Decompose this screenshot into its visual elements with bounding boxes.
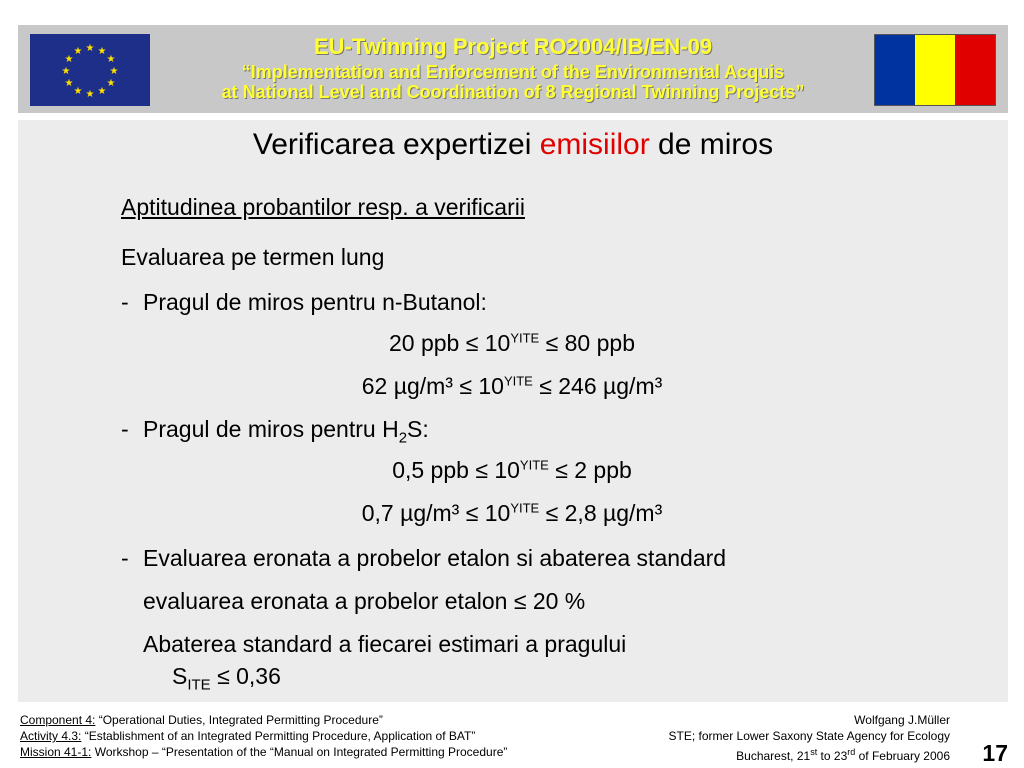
svg-text:★: ★: [64, 78, 74, 89]
evaluation-heading: Evaluarea pe termen lung: [121, 244, 385, 270]
bullet-standard-deviation: - Evaluarea eronata a probelor etalon si abaterea standard: [121, 545, 727, 571]
eu-flag-icon: [30, 34, 150, 106]
page-number: 17: [982, 740, 1008, 766]
svg-text:★: ★: [106, 78, 116, 89]
bullet-butanol: - Pragul de miros pentru n-Butanol:: [121, 289, 487, 315]
formula-butanol-ugm3: 62 $\mu g/m^3 \le 10^{YITE} \le 246$ µg/m³: [361, 373, 663, 399]
slide-title: Verificarea expertizei emisiilor de miros: [252, 128, 774, 161]
section-heading: Aptitudinea probantilor resp. a verificarii: [121, 194, 525, 220]
svg-text:★: ★: [73, 46, 83, 57]
romania-flag-icon: [874, 34, 996, 106]
svg-text:★: ★: [106, 54, 116, 65]
footer-affiliation: STE; former Lower Saxony State Agency for Ecology: [668, 729, 950, 743]
svg-text:★: ★: [85, 89, 95, 100]
svg-text:★: ★: [73, 86, 83, 97]
title-highlight: emisiilor: [539, 128, 650, 161]
formula-h2s-ugm3: 0,7 $\mu g/m^3 \le 10^{YITE} \le 2,8$ µg/m³: [361, 500, 663, 526]
footer-right: [669, 712, 950, 764]
svg-text:★: ★: [85, 43, 95, 54]
svg-text:★: ★: [61, 66, 71, 77]
s-ite-condition: $S_{ITE} \le 0,36$: [172, 663, 281, 694]
footer-component: Component 4: “Operational Duties, Integrated Permitting Procedure”: [20, 713, 383, 727]
footer-author: Wolfgang J.Müller: [854, 713, 950, 727]
footer-date: Bucharest, 21st to 23rd of February 2006: [736, 747, 950, 763]
project-subtitle-2: at National Level and Coordination of 8 Regional Twinning Projects”: [221, 82, 805, 102]
formula-butanol-ppb: 20 ppb ≤ $10^{YITE} \le 80$ ppb: [388, 330, 635, 356]
project-subtitle-1: “Implementation and Enforcement of the Environmental Acquis: [241, 62, 785, 82]
sub-bullet-deviation: Abaterea standard a fiecarei estimari a pragului: [143, 631, 627, 657]
svg-text:★: ★: [97, 46, 107, 57]
formula-h2s-ppb: 0,5 ppb ≤ $10^{YITE} \le 2$ ppb: [392, 457, 632, 483]
header-bar: [18, 25, 1008, 113]
footer-activity: Activity 4.3: “Establishment of an Integrated Permitting Procedure, Application of BAT”: [20, 729, 476, 743]
svg-text:★: ★: [109, 66, 119, 77]
svg-text:★: ★: [97, 86, 107, 97]
sub-bullet-error: evaluarea eronata a probelor etalon ≤ 20 %: [143, 588, 586, 614]
project-title: EU-Twinning Project RO2004/IB/EN-09: [313, 34, 713, 59]
bullet-h2s: - Pragul de miros pentru $H_2S$:: [121, 416, 429, 447]
footer-mission: Mission 41-1: Workshop – “Presentation of the “Manual on Integrated Permitting Procedure”: [20, 745, 508, 759]
svg-text:★: ★: [64, 54, 74, 65]
footer-left: [20, 712, 507, 760]
